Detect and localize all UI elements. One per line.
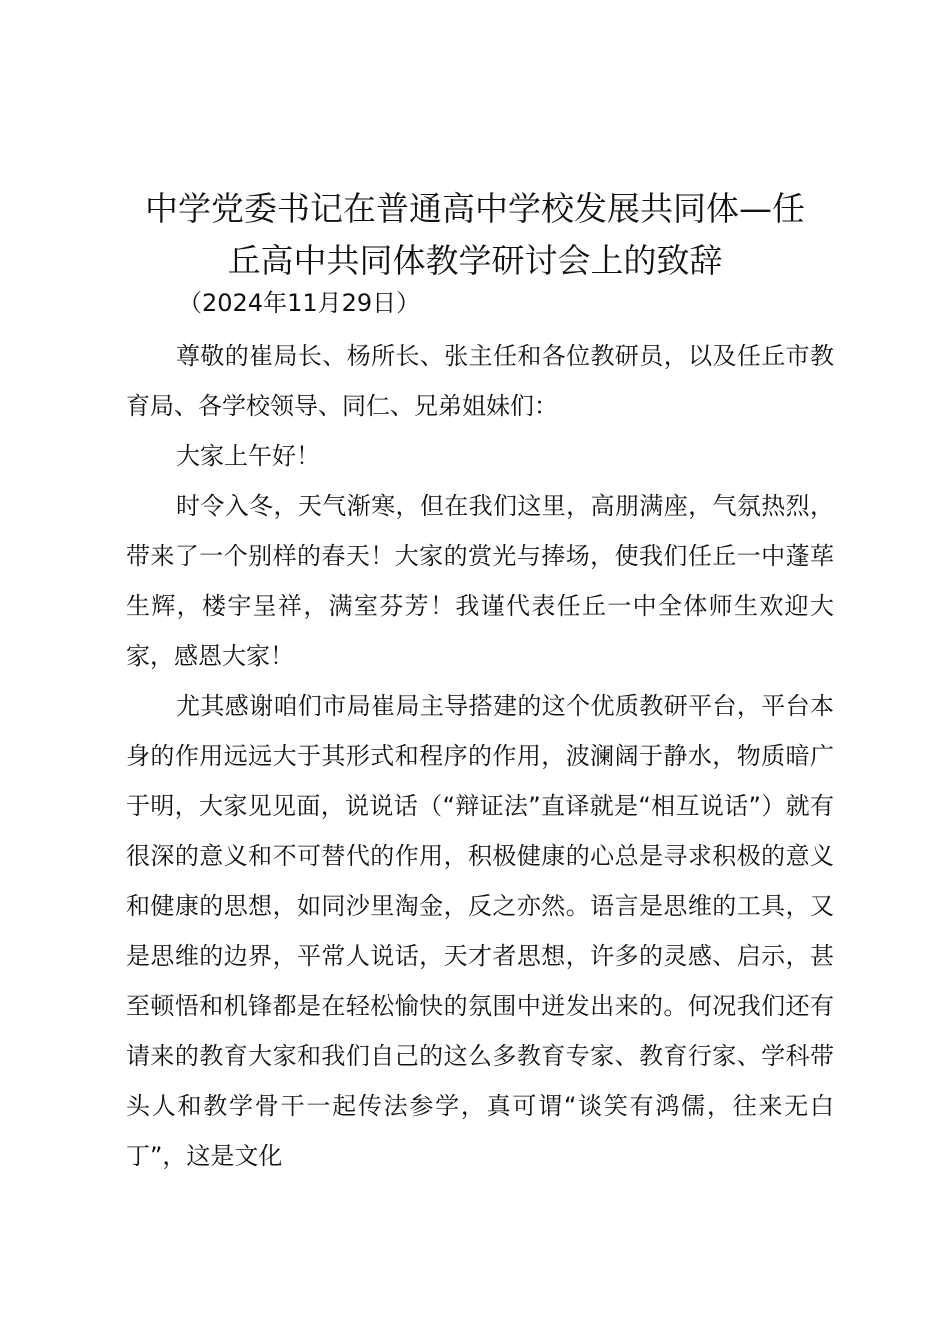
document-title	[110, 183, 840, 287]
paragraph-greeting: 大家上午好！	[176, 442, 320, 470]
title-line-2: 丘高中共同体教学研讨会上的致辞	[227, 241, 723, 280]
paragraph-thanks: 尤其感谢咱们市局崔局主导搭建的这个优质教研平台，平台本身的作用远远大于其形式和程序的作用，波澜阔于静水，物质暗广于明，大家见见面，说说话（“辩证法”直译就是“相互说话”）就有很深的意义和不可替代的作用，积极健康的心总是寻求积极的意义和健康的思想，如同沙里淘金，反之亦然。语言是思维的工具，又是思维的边界，平常人说话，天才者思想，许多的灵感、启示，甚至顿悟和机锋都是在轻松愉快的氛围中迸发出来的。何况我们还有请来的教育大家和我们自己的这么多教育专家、教育行家、学科带头人和教学骨干一起传法参学，真可谓“谈笑有鸿儒，往来无白丁”，这是文化	[126, 692, 834, 1170]
document-body	[126, 331, 834, 1181]
paragraph-welcome: 时令入冬，天气渐寒，但在我们这里，高朋满座，气氛热烈，带来了一个别样的春天！大家的赏光与捧场，使我们任丘一中蓬荜生辉，楼宇呈祥，满室芬芳！我谨代表任丘一中全体师生欢迎大家，感恩大家！	[126, 492, 834, 670]
title-line-1: 中学党委书记在普通高中学校发展共同体—任	[145, 189, 805, 228]
paragraph-salutation: 尊敬的崔局长、杨所长、张主任和各位教研员，以及任丘市教育局、各学校领导、同仁、兄弟姐妹们：	[126, 342, 834, 420]
document-date: （2024年11月29日）	[178, 289, 421, 317]
